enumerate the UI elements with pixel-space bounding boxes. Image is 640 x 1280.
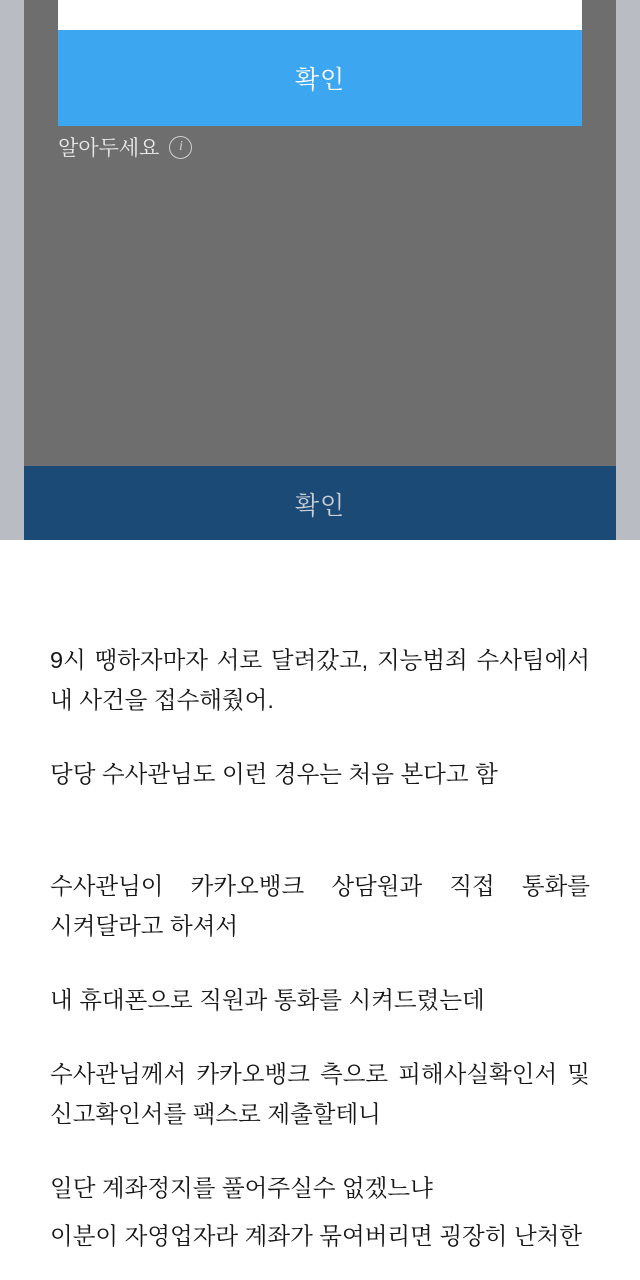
paragraph: 일단 계좌정지를 풀어주실수 없겠느냐	[50, 1175, 433, 1201]
notice-label: 알아두세요	[58, 137, 160, 160]
paragraph: 당당 수사관님도 이런 경우는 처음 본다고 함	[50, 761, 498, 787]
info-circle-icon[interactable]: i	[169, 136, 192, 159]
paragraph: 수사관님이 카카오뱅크 상담원과 직접 통화를 시켜달라고 하셔서	[50, 873, 590, 939]
confirm-dialog	[58, 0, 582, 126]
story-text-block	[0, 540, 640, 1280]
right-rail	[616, 0, 640, 540]
bottom-confirm-button[interactable]: 확인	[24, 466, 616, 542]
paragraph: 9시 땡하자마자 서로 달려갔고, 지능범죄 수사팀에서 내 사건을 접수해줬어.	[50, 647, 590, 713]
paragraph: 수사관님께서 카카오뱅크 측으로 피해사실확인서 및 신고확인서를 팩스로 제출할테니	[50, 1061, 590, 1127]
dialog-body	[58, 0, 582, 30]
paragraph: 내 휴대폰으로 직원과 통화를 시켜드렸는데	[50, 987, 485, 1013]
notice-row[interactable]	[58, 132, 192, 162]
dialog-confirm-button[interactable]: 확인	[58, 30, 582, 126]
paragraph: 이분이 자영업자라 계좌가 묶여버리면 굉장히 난처한	[50, 1223, 583, 1249]
embedded-screenshot	[0, 0, 640, 540]
left-rail	[0, 0, 24, 540]
